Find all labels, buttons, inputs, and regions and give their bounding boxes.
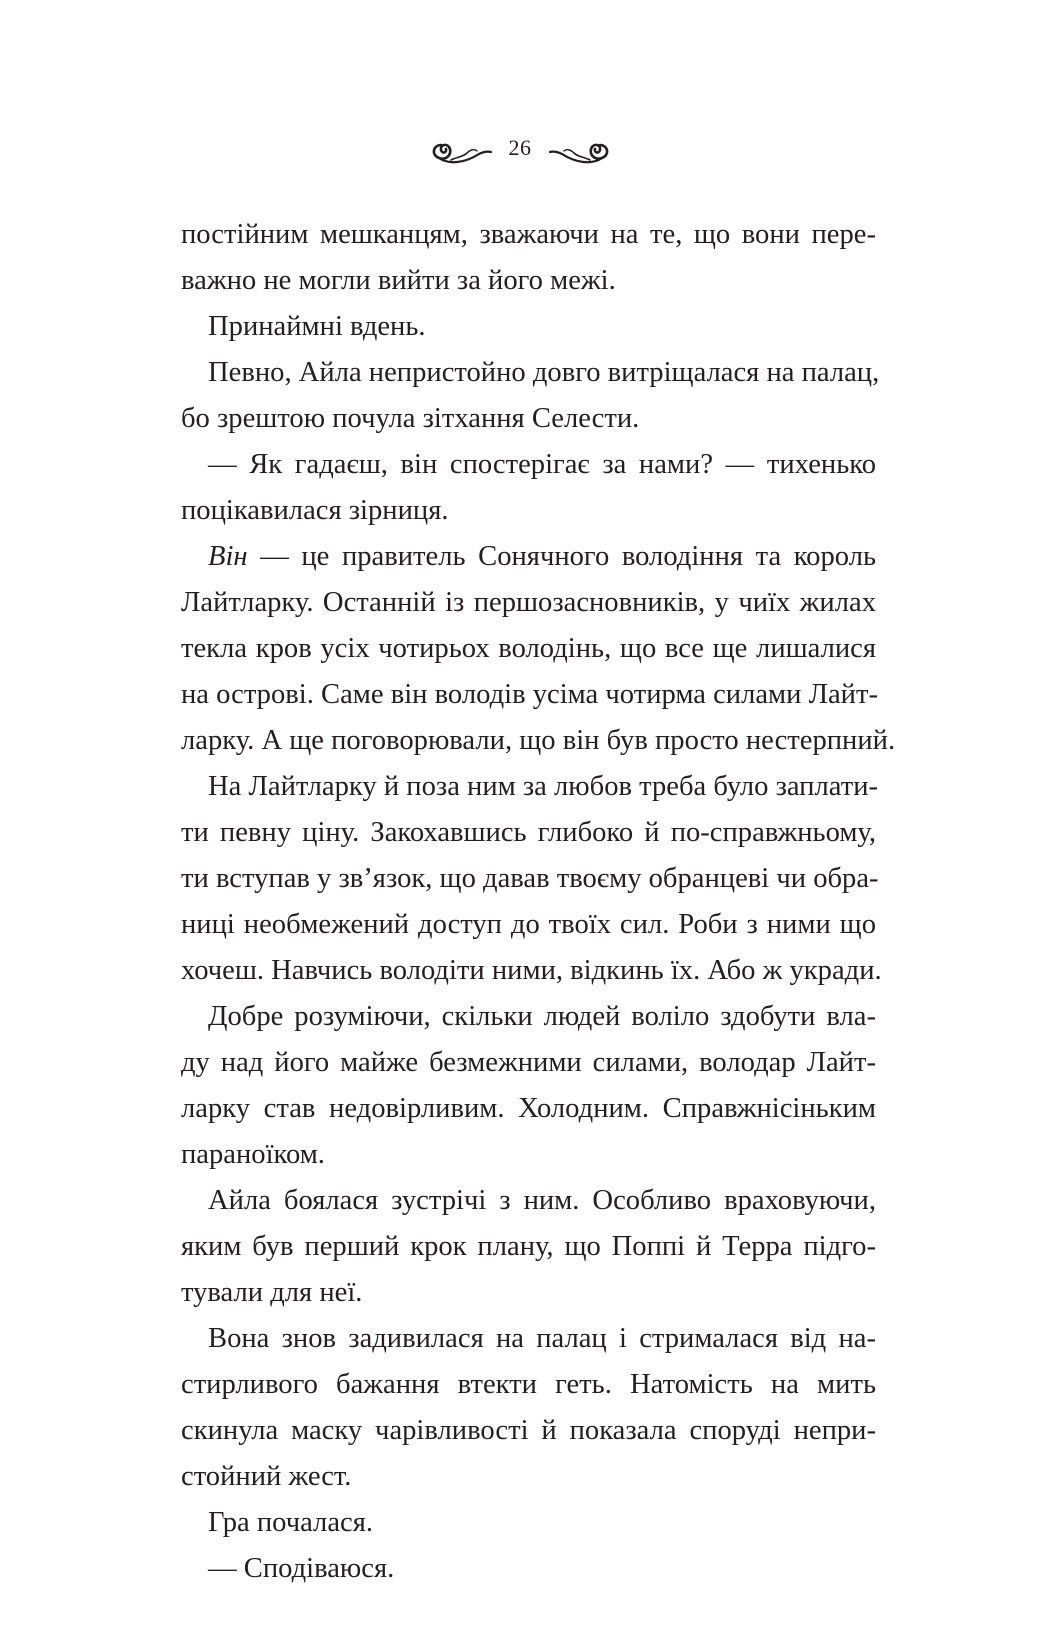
text-line: тували для неї. xyxy=(181,1277,363,1308)
text-line: стойний жест. xyxy=(181,1461,352,1492)
text-line: хочеш. Навчись володіти ними, відкинь їх. Або ж укради. xyxy=(181,955,882,986)
text-line: — Як гадаєш, він спостерігає за нами? — тихенько xyxy=(208,449,876,480)
text-line: на острові. Саме він володів усіма чотирма силами Лайт- xyxy=(181,679,879,710)
text-line: бо зрештою почула зітхання Селести. xyxy=(181,403,640,434)
text-line: Гра почалася. xyxy=(208,1507,373,1538)
text-line: постійним мешканцям, зважаючи на те, що вони пере- xyxy=(181,219,876,250)
text-line: Айла боялася зустрічі з ним. Особливо враховуючи, xyxy=(208,1185,876,1216)
swirl-ornament-left-icon xyxy=(427,127,493,169)
text-line: скинула маску чарівливості й показала споруді непри- xyxy=(181,1415,876,1446)
text-line: ду над його майже безмежними силами, володар Лайт- xyxy=(181,1047,876,1078)
text-line: ларку став недовірливим. Холодним. Справжнісіньким xyxy=(181,1093,876,1124)
page-header xyxy=(0,124,1040,172)
text-line: Принаймні вдень. xyxy=(208,311,426,342)
text-line-with-italic xyxy=(181,534,876,580)
text-line: текла кров усіх чотирьох володінь, що все ще лишалися xyxy=(181,633,876,664)
text-line: Добре розуміючи, скільки людей воліло здобути вла- xyxy=(208,1001,876,1032)
page-number: 26 xyxy=(508,135,532,160)
swirl-ornament-right-icon xyxy=(548,127,614,169)
text-line: ти вступав у зв’язок, що давав твоєму обранцеві чи обра- xyxy=(181,863,879,894)
text-line: На Лайтларку й поза ним за любов треба було заплати- xyxy=(208,771,879,802)
text-line: — Сподіваюся. xyxy=(208,1553,395,1584)
text-line: Лайтларку. Останній із першозасновників, у чиїх жилах xyxy=(181,587,876,618)
text-line: стирливого бажання втекти геть. Натомість на мить xyxy=(181,1369,876,1400)
text-line-rest: — це правитель Сонячного володіння та король xyxy=(260,541,876,572)
text-line: ниці необмежений доступ до твоїх сил. Роби з ними що xyxy=(181,909,876,940)
text-line: ти певну ціну. Закохавшись глибоко й по-справжньому, xyxy=(181,817,876,848)
text-line: ларку. А ще поговорювали, що він був просто нестерпний. xyxy=(181,725,896,756)
text-line: параноїком. xyxy=(181,1139,325,1170)
body-text xyxy=(181,212,896,1592)
text-line: Вона знов задивилася на палац і стрималася від на- xyxy=(208,1323,876,1354)
text-line: яким був перший крок плану, що Поппі й Терра підго- xyxy=(181,1231,876,1262)
text-line: поцікавилася зірниця. xyxy=(181,495,449,526)
italic-word: Він xyxy=(208,541,248,572)
text-line: Певно, Айла непристойно довго витріщалася на палац, xyxy=(208,357,880,388)
text-line: важно не могли вийти за його межі. xyxy=(181,265,616,296)
